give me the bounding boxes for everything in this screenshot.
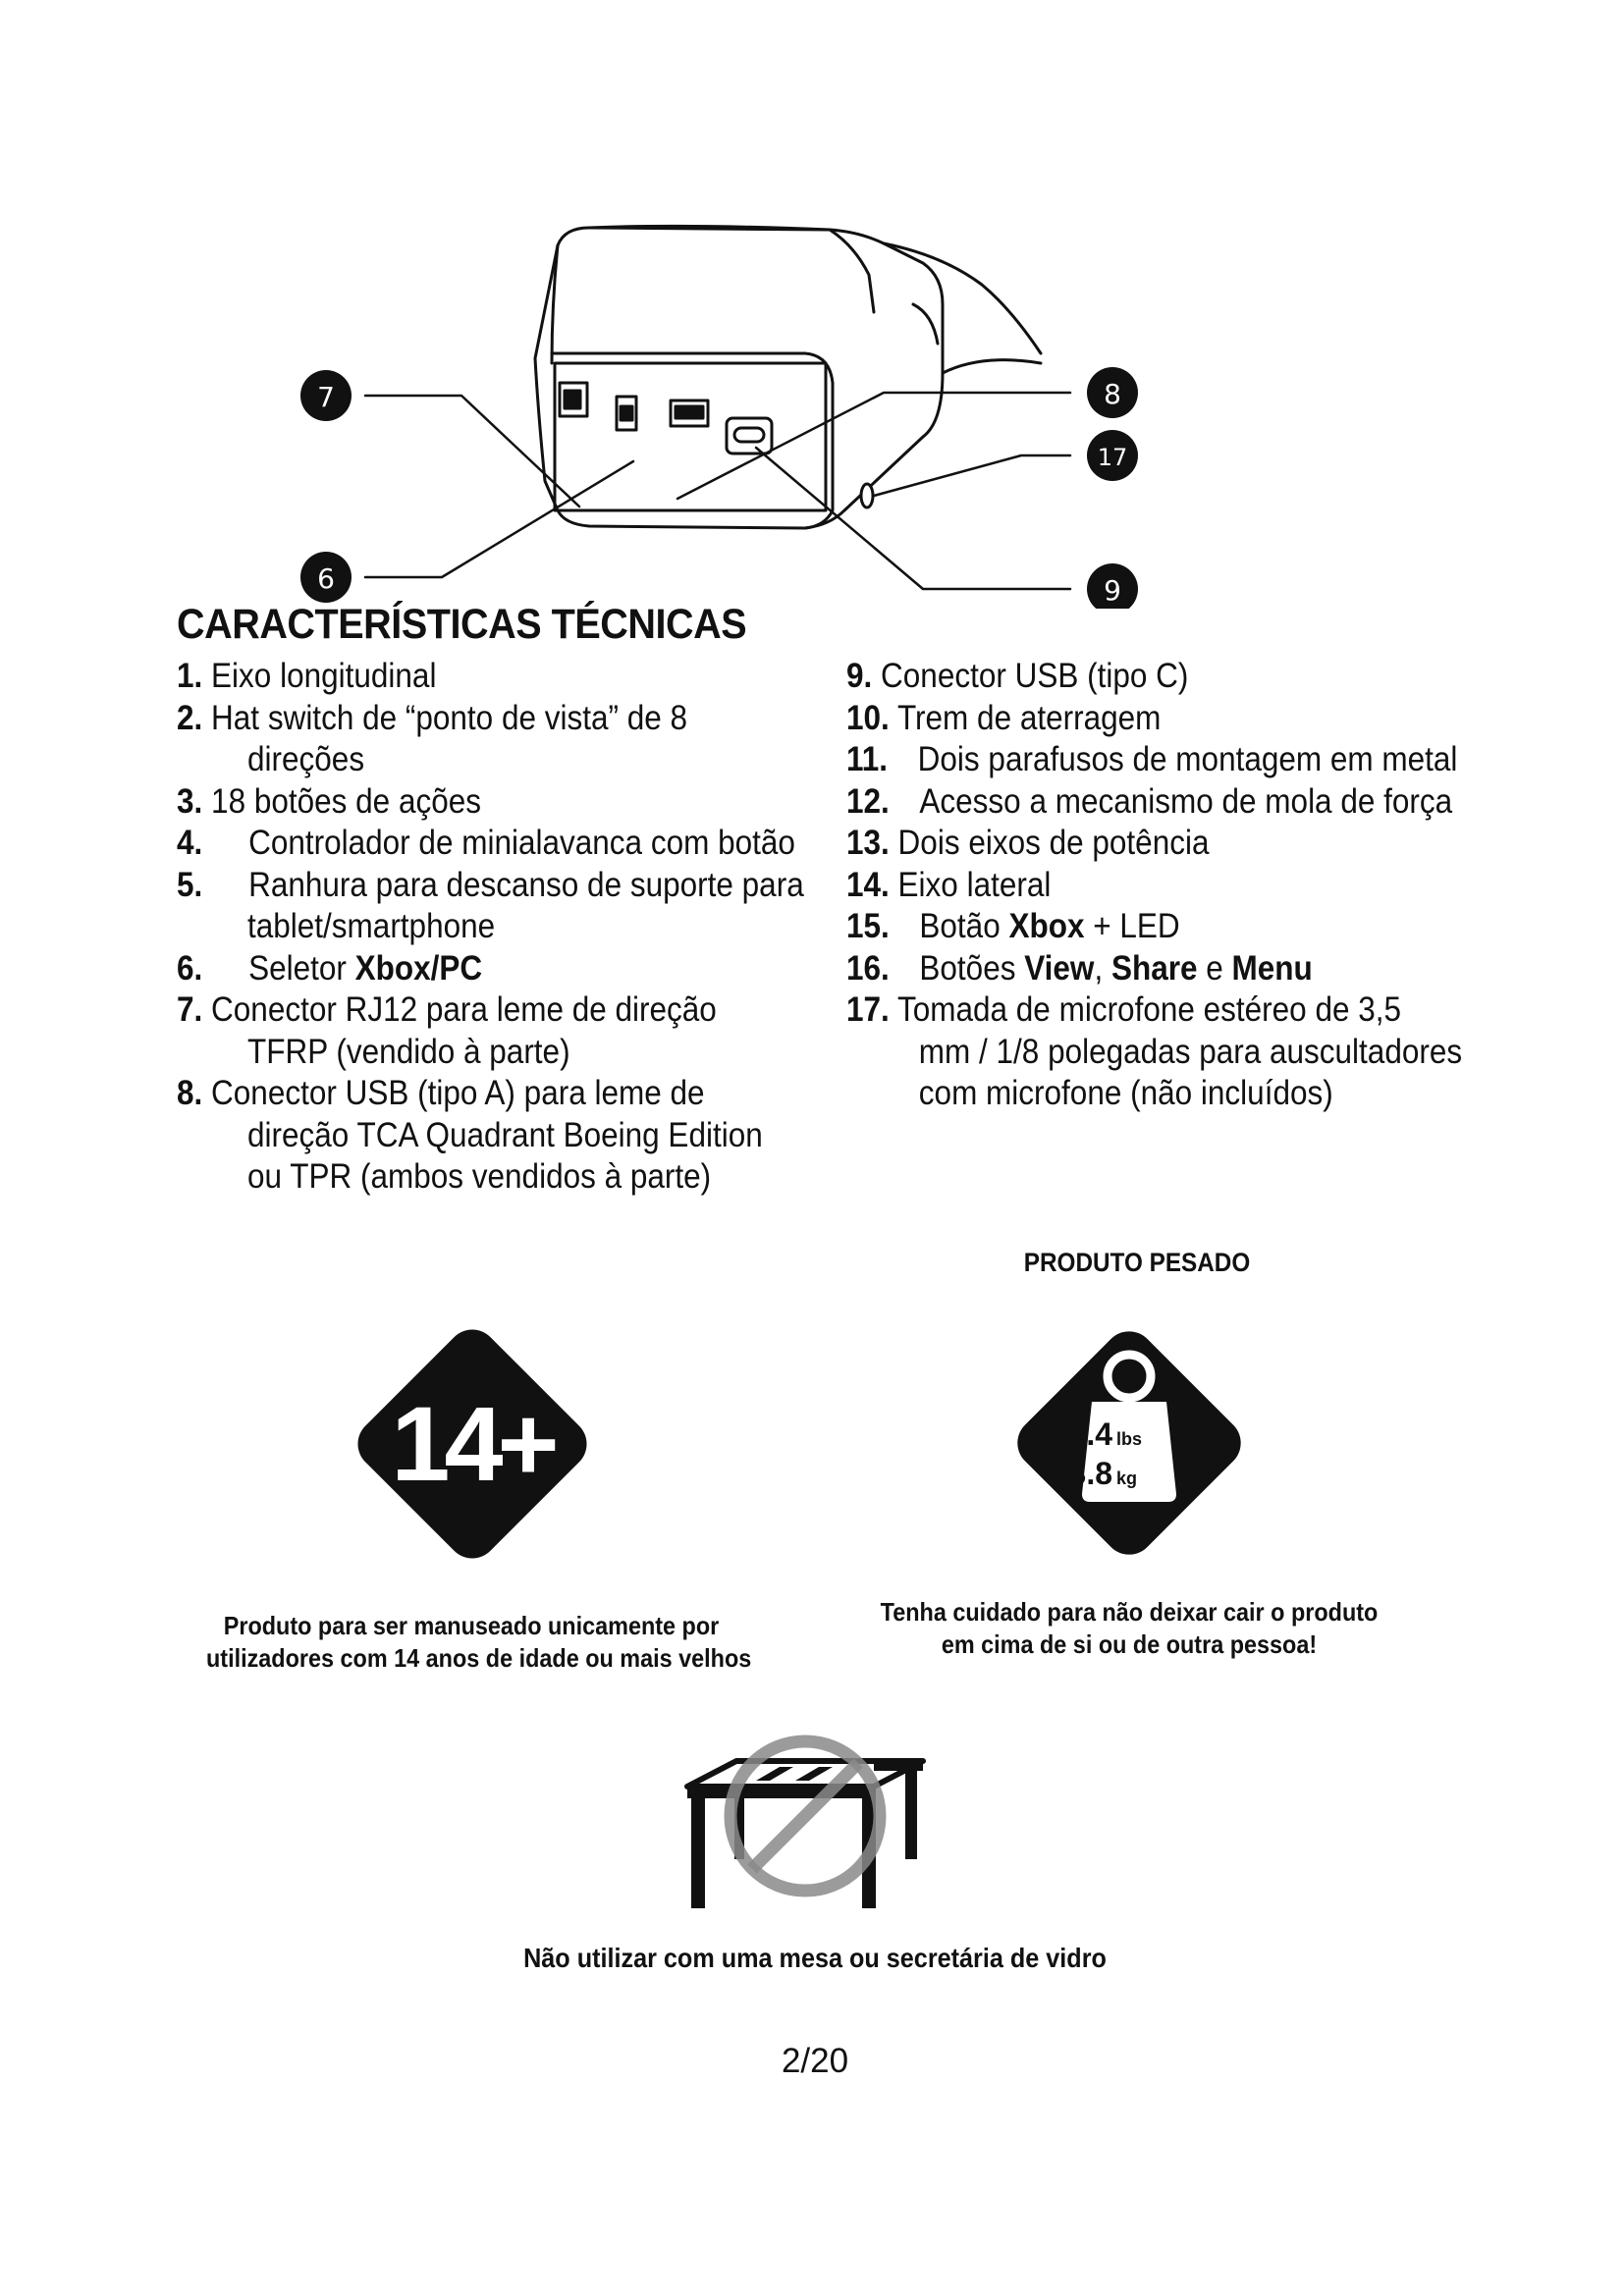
age-restriction-icon [344,1315,601,1573]
specs-list-left [177,656,815,1199]
heavy-product-title: PRODUTO PESADO [1023,1248,1251,1277]
weight-lbs-unit: lbs [1116,1429,1143,1449]
product-rear-diagram [295,216,1276,609]
age-caption-line1: Produto para ser manuseado unicamente por [223,1611,720,1640]
spec-item-2: 2. Hat switch de “ponto de vista” de 8 [177,698,688,737]
spec-item-6: 6. Seletor Xbox/PC [177,948,483,988]
heavy-caption-line2: em cima de si ou de outra pessoa! [941,1629,1318,1659]
specs-list-right [846,656,1534,1115]
spec-item-17-cont2: com microfone (não incluídos) [918,1074,1333,1112]
spec-item-8: 8. Conector USB (tipo A) para leme de [177,1074,705,1112]
callout-8-label: 8 [1104,378,1121,410]
weight-kg-value: 3.8 [1068,1456,1112,1491]
callout-9-label: 9 [1104,574,1121,607]
glass-caption: Não utilizar com uma mesa ou secretária de vidro [523,1943,1107,1973]
callout-17-label: 17 [1097,444,1128,471]
mic-jack [861,484,873,507]
spec-item-13: 13. Dois eixos de potência [846,824,1210,862]
spec-item-7-cont: TFRP (vendido à parte) [247,1032,570,1071]
age-caption-line2: utilizadores com 14 anos de idade ou mais velhos [206,1643,752,1673]
weight-lbs-value: 8.4 [1068,1416,1112,1452]
no-glass-table-icon [677,1728,933,1924]
callout-7-label: 7 [317,381,335,413]
callout-6-label: 6 [317,562,335,595]
page-number: 2/20 [781,2042,849,2080]
spec-item-7: 7. Conector RJ12 para leme de direção [177,990,717,1029]
spec-item-9: 9. Conector USB (tipo C) [846,657,1189,695]
spec-item-1: 1. Eixo longitudinal [177,657,437,695]
age-badge-text: 14+ [391,1384,554,1503]
spec-item-8-cont2: ou TPR (ambos vendidos à parte) [247,1157,712,1196]
spec-item-10: 10. Trem de aterragem [846,698,1162,737]
spec-item-4: 4. Controlador de minialavanca com botão [177,824,795,862]
spec-item-3: 3. 18 botões de ações [177,781,482,821]
spec-item-17: 17. Tomada de microfone estéreo de 3,5 [846,990,1402,1029]
spec-item-16: 16. Botões View, Share e Menu [846,948,1313,988]
spec-item-14: 14. Eixo lateral [846,865,1052,904]
spec-item-15: 15. Botão Xbox + LED [846,907,1180,945]
spec-item-5: 5. Ranhura para descanso de suporte para [177,865,804,904]
spec-item-5-cont: tablet/smartphone [247,907,496,945]
heavy-caption-line1: Tenha cuidado para não deixar cair o produto [880,1597,1379,1627]
spec-item-17-cont: mm / 1/8 polegadas para auscultadores [918,1032,1463,1071]
weight-kg-unit: kg [1116,1468,1138,1488]
spec-item-11: 11. Dois parafusos de montagem em metal [846,740,1458,778]
heavy-weight-icon [1001,1315,1257,1571]
spec-item-2-cont: direções [247,740,365,778]
specs-title: CARACTERÍSTICAS TÉCNICAS [177,601,747,648]
spec-item-12: 12. Acesso a mecanismo de mola de força [846,781,1453,821]
age-caption [206,1610,752,1675]
heavy-caption [873,1596,1385,1661]
spec-item-8-cont: direção TCA Quadrant Boeing Edition [247,1115,763,1154]
